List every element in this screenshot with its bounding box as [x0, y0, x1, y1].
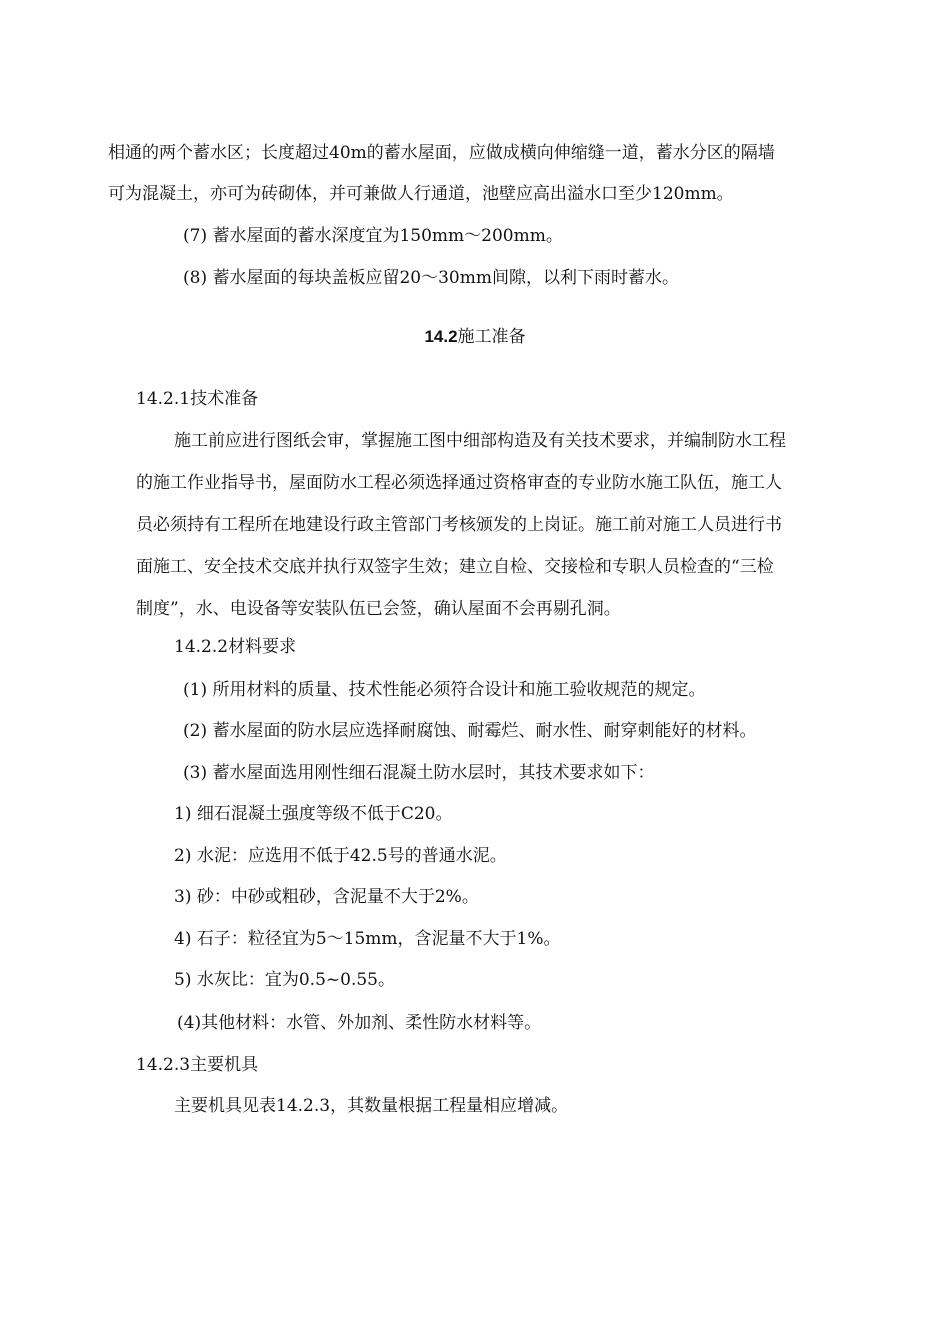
tech-prep-line-3: 员必须持有工程所在地建设行政主管部门考核颁发的上岗证。施工前对施工人员进行书: [136, 515, 782, 535]
concrete-req-3: 3) 砂：中砂或粗砂，含泥量不大于2%。: [174, 887, 479, 907]
concrete-req-2: 2) 水泥：应选用不低于42.5号的普通水泥。: [174, 846, 507, 866]
item-8: (8) 蓄水屋面的每块盖板应留20～30mm间隙，以利下雨时蓄水。: [183, 268, 679, 288]
concrete-req-4: 4) 石子：粒径宜为5～15mm，含泥量不大于1%。: [174, 929, 561, 949]
materials-item-1: (1) 所用材料的质量、技术性能必须符合设计和施工验收规范的规定。: [183, 680, 706, 700]
concrete-req-5: 5) 水灰比：宜为0.5~0.55。: [174, 970, 395, 990]
tech-prep-line-1: 施工前应进行图纸会审，掌握施工图中细部构造及有关技术要求，并编制防水工程: [174, 431, 786, 451]
other-materials: (4)其他材料：水管、外加剂、柔性防水材料等。: [177, 1013, 542, 1033]
materials-heading: 14.2.2材料要求: [174, 637, 297, 657]
tech-prep-line-5: 制度”，水、电设备等安装队伍已会签，确认屋面不会再剔孔洞。: [136, 599, 621, 619]
materials-item-3: (3) 蓄水屋面选用刚性细石混凝土防水层时，其技术要求如下：: [183, 763, 655, 783]
tech-prep-line-2: 的施工作业指导书，屋面防水工程必须选择通过资格审查的专业防水施工队伍，施工人: [136, 473, 782, 493]
equipment-para: 主要机具见表14.2.3，其数量根据工程量相应增减。: [174, 1096, 569, 1116]
section-title: [0, 326, 950, 348]
item-7: (7) 蓄水屋面的蓄水深度宜为150mm～200mm。: [183, 226, 563, 246]
intro-line-2: 可为混凝土，亦可为砖砌体，并可兼做人行通道，池壁应高出溢水口至少120mm。: [108, 184, 734, 204]
intro-line-1: 相通的两个蓄水区；长度超过40m的蓄水屋面，应做成横向伸缩缝一道，蓄水分区的隔墙: [108, 143, 775, 163]
tech-prep-line-4: 面施工、安全技术交底并执行双签字生效；建立自检、交接检和专职人员检查的“三检: [136, 557, 774, 577]
section-title-text: 施工准备: [457, 327, 526, 347]
materials-item-2: (2) 蓄水屋面的防水层应选择耐腐蚀、耐霉烂、耐水性、耐穿刺能好的材料。: [183, 721, 757, 741]
section-title-number: 14.2: [424, 327, 458, 346]
concrete-req-1: 1) 细石混凝土强度等级不低于C20。: [174, 804, 453, 824]
equipment-heading: 14.2.3主要机具: [136, 1055, 259, 1075]
tech-prep-heading: 14.2.1技术准备: [136, 389, 259, 409]
